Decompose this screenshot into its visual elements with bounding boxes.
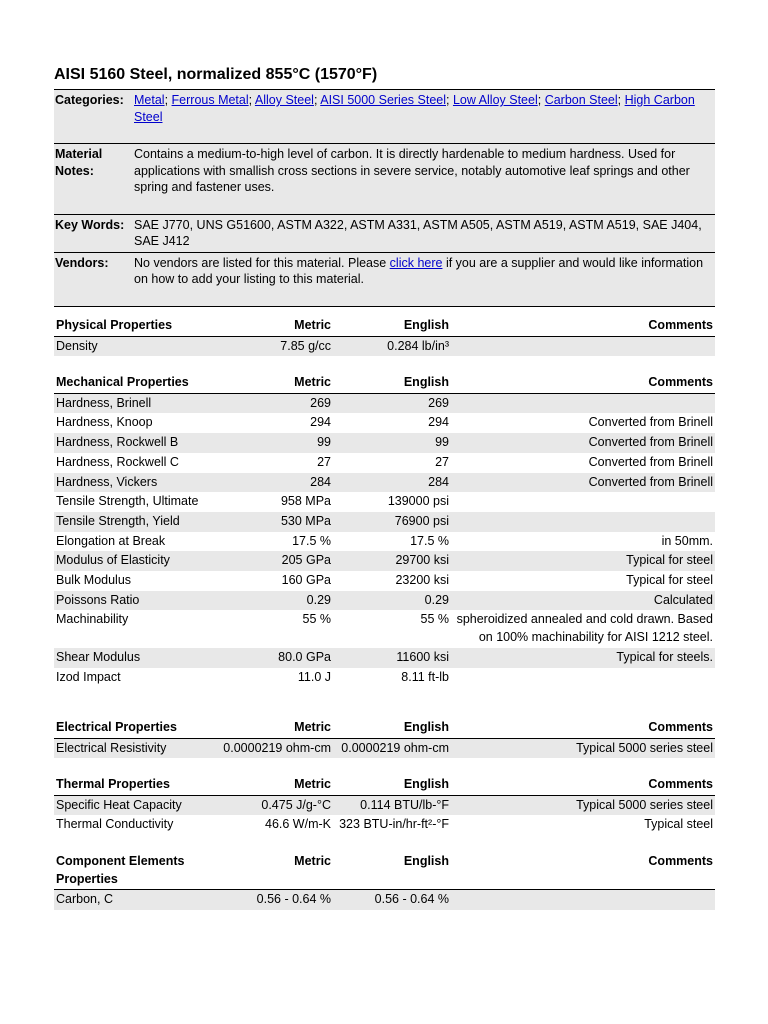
vendors-label: Vendors:: [55, 255, 109, 270]
category-link-carbon-steel[interactable]: Carbon Steel: [544, 93, 618, 107]
material-notes-label: Material Notes:: [55, 147, 103, 178]
vendors-click-here-link[interactable]: click here: [389, 255, 443, 270]
property-row-tensile-ultimate: Tensile Strength, Ultimate 958 MPa 139000 psi: [56, 494, 449, 509]
category-link-ferrous-metal[interactable]: Ferrous Metal: [171, 93, 249, 107]
mechanical-properties-table: [54, 374, 715, 687]
property-row-poissons-ratio: Poissons Ratio 0.29 0.29 Calculated: [54, 591, 715, 611]
page-title: AISI 5160 Steel, normalized 855°C (1570°F): [54, 66, 378, 83]
property-row-thermal-conductivity: Thermal Conductivity 46.6 W/m-K 323 BTU-in/hr-ft²-°F Typical steel: [56, 817, 713, 832]
property-row-specific-heat: Specific Heat Capacity 0.475 J/g-°C 0.114 BTU/lb-°F Typical 5000 series steel: [54, 795, 715, 815]
section-title: Physical Properties: [54, 317, 213, 336]
property-row-elongation: Elongation at Break 17.5 % 17.5 % in 50mm.: [56, 533, 713, 548]
section-title: Mechanical Properties: [54, 374, 213, 393]
thermal-properties-header: Thermal Properties Metric English Comments: [54, 776, 715, 795]
material-notes-text: Contains a medium-to-high level of carbon. It is directly hardenable to medium hardness. Used for applications with smallish cross sections in severe service, notably automotive leaf springs and other spring and fastener uses.: [134, 147, 690, 194]
property-row-machinability: Machinability 55 % 55 % spheroidized annealed and cold drawn. Based on 100% machinability for AISI 1212 steel.: [56, 612, 713, 645]
category-link-aisi-5000[interactable]: AISI 5000 Series Steel: [320, 93, 447, 107]
property-row-carbon: Carbon, C 0.56 - 0.64 % 0.56 - 0.64 %: [54, 890, 715, 910]
property-row-density: Density 7.85 g/cc 0.284 lb/in³: [54, 336, 715, 356]
section-title: Component Elements Properties: [54, 853, 213, 890]
thermal-properties-table: [54, 776, 715, 835]
vendors-row: [54, 252, 715, 290]
physical-properties-header: Physical Properties Metric English Comments: [54, 317, 715, 336]
property-row-hardness-vickers: Hardness, Vickers 284 284 Converted from Brinell: [54, 473, 715, 493]
property-row-hardness-knoop: Hardness, Knoop 294 294 Converted from Brinell: [56, 415, 713, 430]
section-title: Electrical Properties: [54, 719, 213, 738]
property-row-izod-impact: Izod Impact 11.0 J 8.11 ft-lb: [56, 669, 449, 684]
categories-links: Metal; Ferrous Metal; Alloy Steel; AISI 5000 Series Steel; Low Alloy Steel; Carbon Steel; High Carbon Steel: [134, 93, 695, 124]
categories-label: Categories:: [55, 93, 124, 107]
category-link-metal[interactable]: Metal: [134, 93, 165, 107]
key-words-row: [54, 214, 715, 252]
property-row-tensile-yield: Tensile Strength, Yield 530 MPa 76900 psi: [54, 512, 715, 532]
key-words-text: SAE J770, UNS G51600, ASTM A322, ASTM A331, ASTM A505, ASTM A519, ASTM A519, SAE J404, SAE J412: [133, 214, 715, 252]
mechanical-properties-header: Mechanical Properties Metric English Comments: [54, 374, 715, 393]
property-row-modulus-elasticity: Modulus of Elasticity 205 GPa 29700 ksi Typical for steel: [54, 551, 715, 571]
categories-row: [54, 90, 715, 128]
material-notes-row: [54, 144, 715, 198]
key-words-label: Key Words:: [54, 214, 133, 252]
category-link-alloy-steel[interactable]: Alloy Steel: [254, 93, 314, 107]
property-row-bulk-modulus: Bulk Modulus 160 GPa 23200 ksi Typical for steel: [56, 573, 713, 588]
property-row-shear-modulus: Shear Modulus 80.0 GPa 11600 ksi Typical for steels.: [54, 648, 715, 668]
category-link-low-alloy-steel[interactable]: Low Alloy Steel: [452, 93, 538, 107]
property-row-hardness-brinell: Hardness, Brinell 269 269: [54, 393, 715, 413]
electrical-properties-header: Electrical Properties Metric English Comments: [54, 719, 715, 738]
vendors-text: No vendors are listed for this material. Please click here if you are a supplier and would like information on how to add your listing to this material.: [134, 255, 704, 286]
physical-properties-table: [54, 317, 715, 356]
property-row-hardness-rockwell-b: Hardness, Rockwell B 99 99 Converted from Brinell: [54, 433, 715, 453]
component-elements-header: Component Elements Properties Metric English Comments: [54, 853, 715, 890]
category-link-high-carbon-steel[interactable]: High Carbon Steel: [134, 93, 695, 124]
property-row-electrical-resistivity: Electrical Resistivity 0.0000219 ohm-cm 0.0000219 ohm-cm Typical 5000 series steel: [54, 738, 715, 758]
electrical-properties-table: [54, 719, 715, 758]
property-row-hardness-rockwell-c: Hardness, Rockwell C 27 27 Converted from Brinell: [56, 454, 713, 469]
material-info-table: [54, 89, 715, 307]
section-title: Thermal Properties: [54, 776, 213, 795]
component-elements-table: [54, 853, 715, 910]
